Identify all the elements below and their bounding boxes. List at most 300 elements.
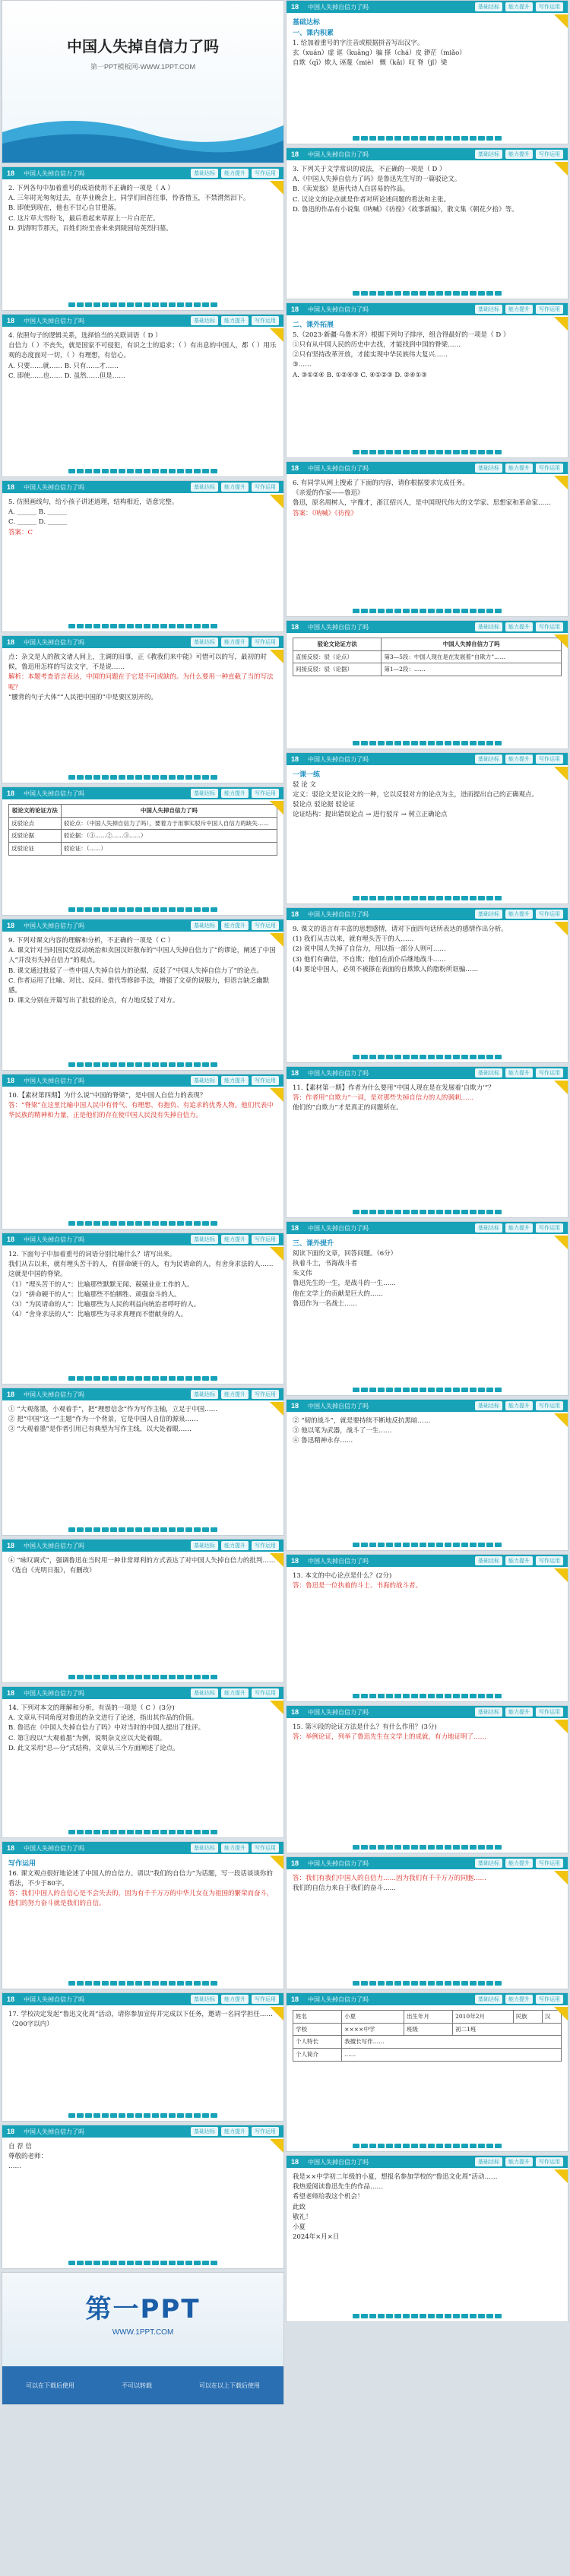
pager-dot[interactable]	[135, 469, 142, 473]
pager-dot[interactable]	[135, 2113, 142, 2118]
nav-button[interactable]: 能力提升	[505, 1995, 533, 2004]
pager-dot[interactable]	[436, 1210, 443, 1214]
pager-dot[interactable]	[411, 1981, 418, 1986]
pager-dot[interactable]	[127, 1527, 134, 1532]
pager-dot[interactable]	[403, 2314, 410, 2318]
pager-dot[interactable]	[386, 2144, 393, 2148]
pager-dot[interactable]	[119, 1062, 125, 1067]
pager-dot[interactable]	[369, 741, 376, 745]
pager-dot[interactable]	[77, 1981, 84, 1986]
pager-dot[interactable]	[478, 450, 485, 454]
pager-dot[interactable]	[202, 2113, 209, 2118]
pager-dot[interactable]	[127, 775, 134, 780]
nav-button[interactable]: 写作运用	[536, 1068, 563, 1078]
pager-dot[interactable]	[378, 291, 385, 296]
pager-dot[interactable]	[361, 1981, 368, 1986]
pager-dot[interactable]	[102, 1527, 109, 1532]
nav-button[interactable]: 基础达标	[475, 2, 502, 11]
pager-dot[interactable]	[85, 907, 92, 912]
pager-dot[interactable]	[394, 450, 401, 454]
pager-dot[interactable]	[152, 469, 159, 473]
pager-dot[interactable]	[353, 741, 359, 745]
nav-button[interactable]: 写作运用	[252, 1390, 279, 1399]
pager-dot[interactable]	[411, 1543, 418, 1547]
pager-dot[interactable]	[453, 1845, 460, 1850]
pager-dot[interactable]	[378, 2144, 385, 2148]
pager-dot[interactable]	[194, 2113, 201, 2118]
pager-dot[interactable]	[119, 1981, 125, 1986]
pager-dot[interactable]	[85, 1062, 92, 1067]
pager-dot[interactable]	[478, 1388, 485, 1392]
pager-dot[interactable]	[160, 469, 167, 473]
nav-button[interactable]: 基础达标	[191, 1076, 218, 1085]
pager-dot[interactable]	[68, 1830, 75, 1834]
nav-button[interactable]: 基础达标	[475, 2157, 502, 2166]
pager-dot[interactable]	[177, 1221, 184, 1226]
pager-dot[interactable]	[486, 1694, 493, 1698]
pager-dot[interactable]	[428, 609, 435, 613]
pager-dot[interactable]	[436, 1845, 443, 1850]
nav-button[interactable]: 能力提升	[505, 1859, 533, 1868]
pager-dot[interactable]	[353, 450, 359, 454]
pager-dot[interactable]	[77, 1376, 84, 1381]
pager-dot[interactable]	[93, 1981, 100, 1986]
pager-dot[interactable]	[378, 450, 385, 454]
pager-dot[interactable]	[177, 1981, 184, 1986]
pager-dot[interactable]	[394, 2314, 401, 2318]
pager-dot[interactable]	[495, 1981, 502, 1986]
pager-dot[interactable]	[470, 291, 477, 296]
nav-button[interactable]: 写作运用	[536, 464, 563, 473]
pager-dot[interactable]	[85, 1981, 92, 1986]
pager-dot[interactable]	[110, 2261, 117, 2265]
nav-button[interactable]: 写作运用	[252, 1995, 279, 2004]
pager-dot[interactable]	[202, 1062, 209, 1067]
pager-dot[interactable]	[211, 907, 217, 912]
pager-dot[interactable]	[85, 302, 92, 307]
pager-dot[interactable]	[144, 1221, 150, 1226]
pager-dot[interactable]	[378, 896, 385, 900]
pager-dot[interactable]	[127, 2113, 134, 2118]
pager-dot[interactable]	[202, 1527, 209, 1532]
pager-dot[interactable]	[160, 2113, 167, 2118]
pager-dot[interactable]	[386, 1845, 393, 1850]
pager-dot[interactable]	[386, 741, 393, 745]
nav-button[interactable]: 能力提升	[221, 921, 249, 930]
nav-button[interactable]: 基础达标	[191, 1843, 218, 1853]
pager-dot[interactable]	[495, 1388, 502, 1392]
pager-dot[interactable]	[495, 1055, 502, 1059]
pager-dot[interactable]	[194, 1830, 201, 1834]
pager-dot[interactable]	[461, 2144, 468, 2148]
pager-dot[interactable]	[93, 1527, 100, 1532]
nav-button[interactable]: 写作运用	[252, 1541, 279, 1550]
pager-dot[interactable]	[110, 302, 117, 307]
pager-dot[interactable]	[68, 1981, 75, 1986]
pager-dot[interactable]	[211, 624, 217, 628]
pager-dot[interactable]	[420, 2314, 426, 2318]
nav-button[interactable]: 基础达标	[475, 1707, 502, 1717]
pager-dot[interactable]	[77, 1527, 84, 1532]
pager-dot[interactable]	[77, 2261, 84, 2265]
pager-dot[interactable]	[411, 609, 418, 613]
pager-dot[interactable]	[486, 1981, 493, 1986]
pager-dot[interactable]	[394, 1543, 401, 1547]
pager-dot[interactable]	[202, 2261, 209, 2265]
pager-dot[interactable]	[177, 302, 184, 307]
nav-button[interactable]: 写作运用	[536, 305, 563, 314]
pager-dot[interactable]	[461, 1543, 468, 1547]
pager-dot[interactable]	[202, 1675, 209, 1679]
pager-dot[interactable]	[386, 1055, 393, 1059]
pager-dot[interactable]	[478, 1845, 485, 1850]
pager-dot[interactable]	[403, 136, 410, 141]
pager-dot[interactable]	[386, 1981, 393, 1986]
pager-dot[interactable]	[428, 1388, 435, 1392]
nav-button[interactable]: 写作运用	[536, 755, 563, 764]
pager-dot[interactable]	[202, 302, 209, 307]
pager-dot[interactable]	[461, 136, 468, 141]
pager-dot[interactable]	[428, 1981, 435, 1986]
pager-dot[interactable]	[436, 1055, 443, 1059]
pager-dot[interactable]	[478, 2144, 485, 2148]
pager-dot[interactable]	[394, 1845, 401, 1850]
pager-dot[interactable]	[93, 1830, 100, 1834]
pager-dot[interactable]	[127, 302, 134, 307]
pager-dot[interactable]	[93, 1675, 100, 1679]
pager-dot[interactable]	[169, 1675, 176, 1679]
pager-dot[interactable]	[185, 1527, 192, 1532]
pager-dot[interactable]	[361, 1845, 368, 1850]
pager-dot[interactable]	[127, 1062, 134, 1067]
pager-dot[interactable]	[411, 896, 418, 900]
pager-dot[interactable]	[461, 1981, 468, 1986]
pager-dot[interactable]	[369, 2314, 376, 2318]
pager-dot[interactable]	[160, 907, 167, 912]
pager-dot[interactable]	[486, 450, 493, 454]
pager-dot[interactable]	[420, 2144, 426, 2148]
nav-button[interactable]: 能力提升	[505, 1068, 533, 1078]
pager-dot[interactable]	[211, 1221, 217, 1226]
pager-dot[interactable]	[495, 2314, 502, 2318]
pager-dot[interactable]	[152, 1675, 159, 1679]
pager-dot[interactable]	[144, 624, 150, 628]
pager-dot[interactable]	[169, 624, 176, 628]
pager-dot[interactable]	[185, 775, 192, 780]
pager-dot[interactable]	[119, 1376, 125, 1381]
nav-button[interactable]: 写作运用	[536, 1223, 563, 1233]
pager-dot[interactable]	[428, 2314, 435, 2318]
pager-dot[interactable]	[185, 1062, 192, 1067]
pager-dot[interactable]	[361, 2314, 368, 2318]
pager-dot[interactable]	[102, 907, 109, 912]
pager-dot[interactable]	[152, 1527, 159, 1532]
pager-dot[interactable]	[77, 775, 84, 780]
nav-button[interactable]: 基础达标	[475, 150, 502, 159]
pager-dot[interactable]	[127, 624, 134, 628]
nav-button[interactable]: 能力提升	[505, 1223, 533, 1233]
nav-button[interactable]: 能力提升	[221, 1688, 249, 1698]
pager-dot[interactable]	[378, 1845, 385, 1850]
pager-dot[interactable]	[369, 291, 376, 296]
nav-button[interactable]: 基础达标	[191, 1541, 218, 1550]
pager-dot[interactable]	[420, 136, 426, 141]
pager-dot[interactable]	[68, 302, 75, 307]
pager-dot[interactable]	[85, 2261, 92, 2265]
pager-dot[interactable]	[144, 1981, 150, 1986]
pager-dot[interactable]	[386, 1210, 393, 1214]
nav-button[interactable]: 能力提升	[505, 755, 533, 764]
pager-dot[interactable]	[177, 2113, 184, 2118]
pager-dot[interactable]	[77, 302, 84, 307]
pager-dot[interactable]	[119, 907, 125, 912]
pager-dot[interactable]	[461, 291, 468, 296]
pager-dot[interactable]	[144, 469, 150, 473]
pager-dot[interactable]	[453, 2144, 460, 2148]
pager-dot[interactable]	[361, 450, 368, 454]
pager-dot[interactable]	[202, 775, 209, 780]
pager-dot[interactable]	[85, 1221, 92, 1226]
pager-dot[interactable]	[495, 450, 502, 454]
pager-dot[interactable]	[68, 1675, 75, 1679]
pager-dot[interactable]	[160, 1830, 167, 1834]
pager-dot[interactable]	[185, 302, 192, 307]
pager-dot[interactable]	[160, 302, 167, 307]
pager-dot[interactable]	[386, 2314, 393, 2318]
pager-dot[interactable]	[386, 450, 393, 454]
nav-button[interactable]: 基础达标	[191, 1995, 218, 2004]
pager-dot[interactable]	[403, 291, 410, 296]
pager-dot[interactable]	[169, 302, 176, 307]
pager-dot[interactable]	[177, 1376, 184, 1381]
pager-dot[interactable]	[478, 136, 485, 141]
nav-button[interactable]: 写作运用	[252, 1843, 279, 1853]
pager-dot[interactable]	[110, 469, 117, 473]
pager-dot[interactable]	[353, 1845, 359, 1850]
pager-dot[interactable]	[144, 775, 150, 780]
pager-dot[interactable]	[411, 291, 418, 296]
nav-button[interactable]: 能力提升	[221, 1235, 249, 1244]
pager-dot[interactable]	[428, 1055, 435, 1059]
pager-dot[interactable]	[194, 469, 201, 473]
pager-dot[interactable]	[394, 1694, 401, 1698]
pager-dot[interactable]	[93, 907, 100, 912]
pager-dot[interactable]	[436, 136, 443, 141]
pager-dot[interactable]	[470, 1210, 477, 1214]
pager-dot[interactable]	[135, 1981, 142, 1986]
pager-dot[interactable]	[428, 896, 435, 900]
pager-dot[interactable]	[486, 1543, 493, 1547]
pager-dot[interactable]	[177, 907, 184, 912]
pager-dot[interactable]	[185, 1376, 192, 1381]
pager-dot[interactable]	[194, 775, 201, 780]
nav-button[interactable]: 基础达标	[475, 1995, 502, 2004]
nav-button[interactable]: 能力提升	[221, 1995, 249, 2004]
pager-dot[interactable]	[378, 1694, 385, 1698]
pager-dot[interactable]	[403, 896, 410, 900]
pager-dot[interactable]	[369, 609, 376, 613]
pager-dot[interactable]	[68, 624, 75, 628]
nav-button[interactable]: 基础达标	[191, 2127, 218, 2136]
nav-button[interactable]: 能力提升	[505, 464, 533, 473]
nav-button[interactable]: 写作运用	[536, 1556, 563, 1565]
nav-button[interactable]: 写作运用	[252, 1076, 279, 1085]
pager-dot[interactable]	[420, 1543, 426, 1547]
pager-dot[interactable]	[445, 1388, 451, 1392]
pager-dot[interactable]	[127, 1221, 134, 1226]
pager-dot[interactable]	[152, 1376, 159, 1381]
pager-dot[interactable]	[394, 136, 401, 141]
pager-dot[interactable]	[453, 896, 460, 900]
pager-dot[interactable]	[102, 775, 109, 780]
nav-button[interactable]: 能力提升	[221, 1843, 249, 1853]
pager-dot[interactable]	[403, 2144, 410, 2148]
pager-dot[interactable]	[461, 1210, 468, 1214]
pager-dot[interactable]	[403, 1981, 410, 1986]
pager-dot[interactable]	[211, 2113, 217, 2118]
pager-dot[interactable]	[461, 450, 468, 454]
pager-dot[interactable]	[185, 624, 192, 628]
pager-dot[interactable]	[152, 2113, 159, 2118]
pager-dot[interactable]	[453, 450, 460, 454]
pager-dot[interactable]	[411, 2144, 418, 2148]
pager-dot[interactable]	[453, 1694, 460, 1698]
pager-dot[interactable]	[135, 302, 142, 307]
pager-dot[interactable]	[420, 741, 426, 745]
nav-button[interactable]: 基础达标	[191, 316, 218, 325]
pager-dot[interactable]	[470, 450, 477, 454]
pager-dot[interactable]	[102, 1830, 109, 1834]
pager-dot[interactable]	[428, 136, 435, 141]
pager-dot[interactable]	[470, 2144, 477, 2148]
pager-dot[interactable]	[353, 1981, 359, 1986]
nav-button[interactable]: 基础达标	[191, 1235, 218, 1244]
pager-dot[interactable]	[77, 624, 84, 628]
pager-dot[interactable]	[461, 1845, 468, 1850]
pager-dot[interactable]	[127, 2261, 134, 2265]
pager-dot[interactable]	[369, 1845, 376, 1850]
pager-dot[interactable]	[127, 907, 134, 912]
pager-dot[interactable]	[403, 1055, 410, 1059]
pager-dot[interactable]	[478, 609, 485, 613]
pager-dot[interactable]	[486, 136, 493, 141]
pager-dot[interactable]	[85, 1675, 92, 1679]
pager-dot[interactable]	[403, 609, 410, 613]
pager-dot[interactable]	[185, 469, 192, 473]
nav-button[interactable]: 能力提升	[505, 150, 533, 159]
pager-dot[interactable]	[135, 1675, 142, 1679]
pager-dot[interactable]	[169, 775, 176, 780]
pager-dot[interactable]	[453, 1055, 460, 1059]
pager-dot[interactable]	[420, 1210, 426, 1214]
nav-button[interactable]: 写作运用	[252, 316, 279, 325]
pager-dot[interactable]	[93, 1376, 100, 1381]
pager-dot[interactable]	[185, 907, 192, 912]
pager-dot[interactable]	[361, 896, 368, 900]
pager-dot[interactable]	[420, 1694, 426, 1698]
pager-dot[interactable]	[486, 291, 493, 296]
pager-dot[interactable]	[495, 1543, 502, 1547]
pager-dot[interactable]	[160, 2261, 167, 2265]
pager-dot[interactable]	[211, 775, 217, 780]
pager-dot[interactable]	[394, 1981, 401, 1986]
pager-dot[interactable]	[102, 1376, 109, 1381]
pager-dot[interactable]	[436, 741, 443, 745]
pager-dot[interactable]	[386, 1694, 393, 1698]
pager-dot[interactable]	[486, 741, 493, 745]
pager-dot[interactable]	[411, 1694, 418, 1698]
pager-dot[interactable]	[160, 1221, 167, 1226]
pager-dot[interactable]	[211, 1675, 217, 1679]
pager-dot[interactable]	[394, 896, 401, 900]
pager-dot[interactable]	[160, 1675, 167, 1679]
pager-dot[interactable]	[353, 1543, 359, 1547]
nav-button[interactable]: 写作运用	[252, 1688, 279, 1698]
pager-dot[interactable]	[478, 1981, 485, 1986]
pager-dot[interactable]	[428, 450, 435, 454]
pager-dot[interactable]	[495, 1694, 502, 1698]
pager-dot[interactable]	[211, 469, 217, 473]
pager-dot[interactable]	[119, 624, 125, 628]
pager-dot[interactable]	[177, 469, 184, 473]
pager-dot[interactable]	[211, 1830, 217, 1834]
pager-dot[interactable]	[361, 291, 368, 296]
pager-dot[interactable]	[461, 1694, 468, 1698]
pager-dot[interactable]	[202, 1221, 209, 1226]
pager-dot[interactable]	[386, 1388, 393, 1392]
pager-dot[interactable]	[77, 1062, 84, 1067]
pager-dot[interactable]	[202, 469, 209, 473]
pager-dot[interactable]	[68, 775, 75, 780]
pager-dot[interactable]	[194, 624, 201, 628]
pager-dot[interactable]	[119, 1221, 125, 1226]
pager-dot[interactable]	[169, 469, 176, 473]
nav-button[interactable]: 能力提升	[221, 483, 249, 492]
pager-dot[interactable]	[386, 1543, 393, 1547]
pager-dot[interactable]	[169, 1527, 176, 1532]
nav-button[interactable]: 能力提升	[505, 910, 533, 919]
nav-button[interactable]: 能力提升	[221, 789, 249, 798]
pager-dot[interactable]	[411, 2314, 418, 2318]
pager-dot[interactable]	[135, 1062, 142, 1067]
pager-dot[interactable]	[486, 1210, 493, 1214]
nav-button[interactable]: 基础达标	[475, 622, 502, 631]
pager-dot[interactable]	[110, 1062, 117, 1067]
pager-dot[interactable]	[436, 450, 443, 454]
pager-dot[interactable]	[102, 1675, 109, 1679]
pager-dot[interactable]	[453, 1210, 460, 1214]
pager-dot[interactable]	[386, 136, 393, 141]
pager-dot[interactable]	[470, 1981, 477, 1986]
nav-button[interactable]: 能力提升	[505, 1707, 533, 1717]
pager-dot[interactable]	[445, 609, 451, 613]
nav-button[interactable]: 写作运用	[252, 483, 279, 492]
pager-dot[interactable]	[102, 1221, 109, 1226]
pager-dot[interactable]	[486, 1845, 493, 1850]
pager-dot[interactable]	[420, 1981, 426, 1986]
pager-dot[interactable]	[127, 1376, 134, 1381]
pager-dot[interactable]	[470, 741, 477, 745]
pager-dot[interactable]	[353, 1210, 359, 1214]
pager-dot[interactable]	[445, 450, 451, 454]
pager-dot[interactable]	[160, 1527, 167, 1532]
pager-dot[interactable]	[361, 1694, 368, 1698]
pager-dot[interactable]	[110, 1675, 117, 1679]
pager-dot[interactable]	[119, 1830, 125, 1834]
pager-dot[interactable]	[169, 1221, 176, 1226]
pager-dot[interactable]	[369, 1981, 376, 1986]
nav-button[interactable]: 基础达标	[475, 1401, 502, 1410]
